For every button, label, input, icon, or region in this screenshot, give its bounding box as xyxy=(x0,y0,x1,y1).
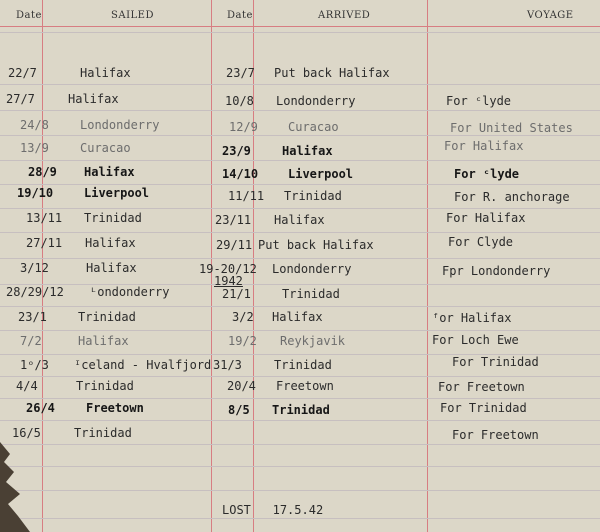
sailed-date: 19/10 xyxy=(17,186,54,200)
sailed-port: Trinidad xyxy=(76,379,134,393)
ruled-line xyxy=(0,518,600,519)
arrived-port: Halifax xyxy=(272,310,323,324)
arrived-port: Freetown xyxy=(276,379,334,393)
lost-label: LOST xyxy=(222,503,251,517)
arrived-date: 21/1 xyxy=(222,287,251,301)
arrived-port: Reykjavik xyxy=(280,334,346,348)
sailed-port: Halifax xyxy=(78,334,129,348)
arrived-port: Trinidad xyxy=(272,403,330,417)
torn-edge xyxy=(0,442,60,532)
sailed-date: 24/8 xyxy=(20,118,49,132)
ruled-line xyxy=(0,420,600,421)
arrived-port: Put back Halifax xyxy=(258,238,374,252)
header-date-arrived: Date xyxy=(227,10,253,21)
arrived-port: Halifax xyxy=(274,213,325,227)
voyage: For Freetown xyxy=(452,428,539,442)
arrived-date: 23/11 xyxy=(215,213,252,227)
ruled-line xyxy=(0,232,600,233)
ruled-line xyxy=(0,444,600,445)
ruled-line xyxy=(0,135,600,136)
voyage: For ᶜlyde xyxy=(446,94,512,108)
voyage: For ᶜlyde xyxy=(454,167,520,181)
sailed-port: Freetown xyxy=(86,401,144,415)
ruled-line xyxy=(0,258,600,259)
year-note: 1942 xyxy=(214,274,243,288)
sailed-date: 28/9 xyxy=(28,165,57,179)
column-divider xyxy=(427,0,428,532)
header-arrived: ARRIVED xyxy=(318,10,371,21)
voyage: For Halifax xyxy=(446,211,526,225)
voyage: ᶠor Halifax xyxy=(432,311,512,325)
ruled-line xyxy=(0,208,600,209)
ruled-line xyxy=(0,110,600,111)
arrived-date: 19-20/12 xyxy=(199,262,257,276)
arrived-date: 31/3 xyxy=(213,358,242,372)
sailed-date: 16/5 xyxy=(12,426,41,440)
sailed-port: Halifax xyxy=(84,165,135,179)
header-voyage: VOYAGE xyxy=(527,10,574,21)
arrived-port: Put back Halifax xyxy=(274,66,390,80)
voyage: For Trinidad xyxy=(440,401,527,415)
sailed-date: 27/7 xyxy=(6,92,35,106)
sailed-port: Trinidad xyxy=(74,426,132,440)
sailed-port: Trinidad xyxy=(78,310,136,324)
lost-note xyxy=(222,503,323,517)
sailed-port: ᴸondonderry xyxy=(90,285,170,299)
arrived-date: 20/4 xyxy=(227,379,256,393)
ruled-line xyxy=(0,490,600,491)
sailed-date: 7/2 xyxy=(20,334,42,348)
sailed-date: 27/11 xyxy=(26,236,63,250)
sailed-port: Curacao xyxy=(80,141,131,155)
sailed-port: Londonderry xyxy=(80,118,160,132)
ruled-line xyxy=(0,330,600,331)
sailed-port: Halifax xyxy=(86,261,137,275)
arrived-port: Londonderry xyxy=(272,262,352,276)
sailed-date: 1ᵒ/3 xyxy=(20,358,49,372)
arrived-date: 23/9 xyxy=(222,144,251,158)
sailed-date: 13/11 xyxy=(26,211,63,225)
sailed-port: Halifax xyxy=(85,236,136,250)
arrived-date: 10/8 xyxy=(225,94,254,108)
header-date-sailed: Date xyxy=(16,10,42,21)
ruled-line xyxy=(0,306,600,307)
sailed-port: Halifax xyxy=(80,66,131,80)
sailed-date: 13/9 xyxy=(20,141,49,155)
ruled-line xyxy=(0,398,600,399)
ruled-line xyxy=(0,32,600,33)
arrived-port: Liverpool xyxy=(288,167,354,181)
arrived-port: Halifax xyxy=(282,144,333,158)
arrived-port: Curacao xyxy=(288,120,339,134)
ruled-line xyxy=(0,184,600,185)
voyage: For Loch Ewe xyxy=(432,333,519,347)
arrived-date: 11/11 xyxy=(228,189,265,203)
sailed-date: 3/12 xyxy=(20,261,49,275)
sailed-date: 23/1 xyxy=(18,310,47,324)
arrived-date: 12/9 xyxy=(229,120,258,134)
sailed-port: Liverpool xyxy=(84,186,150,200)
header-rule xyxy=(0,26,600,27)
arrived-port: Trinidad xyxy=(284,189,342,203)
sailed-date: 28/29/12 xyxy=(6,285,64,299)
ruled-line xyxy=(0,84,600,85)
voyage: Fpr Londonderry xyxy=(442,264,551,278)
arrived-port: Londonderry xyxy=(276,94,356,108)
sailed-date: 22/7 xyxy=(8,66,37,80)
ruled-line xyxy=(0,466,600,467)
arrived-port: Trinidad xyxy=(274,358,332,372)
header-sailed: SAILED xyxy=(111,10,154,21)
sailed-date: 26/4 xyxy=(26,401,55,415)
voyage: For Trinidad xyxy=(452,355,539,369)
arrived-port: Trinidad xyxy=(282,287,340,301)
arrived-date: 19/2 xyxy=(228,334,257,348)
sailed-port: ᴵceland - Hvalfjord xyxy=(74,358,212,372)
voyage: For United States xyxy=(450,121,573,135)
lost-date: 17.5.42 xyxy=(272,503,324,517)
arrived-date: 8/5 xyxy=(228,403,250,417)
ruled-line xyxy=(0,160,600,161)
arrived-date: 29/11 xyxy=(216,238,253,252)
sailed-port: Halifax xyxy=(68,92,119,106)
ruled-line xyxy=(0,376,600,377)
arrived-date: 3/2 xyxy=(232,310,254,324)
voyage: For Halifax xyxy=(444,139,524,153)
arrived-date: 14/10 xyxy=(222,167,259,181)
voyage: For R. anchorage xyxy=(454,190,570,204)
arrived-date: 23/7 xyxy=(226,66,255,80)
voyage: For Freetown xyxy=(438,380,525,394)
sailed-date: 4/4 xyxy=(16,379,38,393)
voyage: For Clyde xyxy=(448,235,514,249)
sailed-port: Trinidad xyxy=(84,211,142,225)
